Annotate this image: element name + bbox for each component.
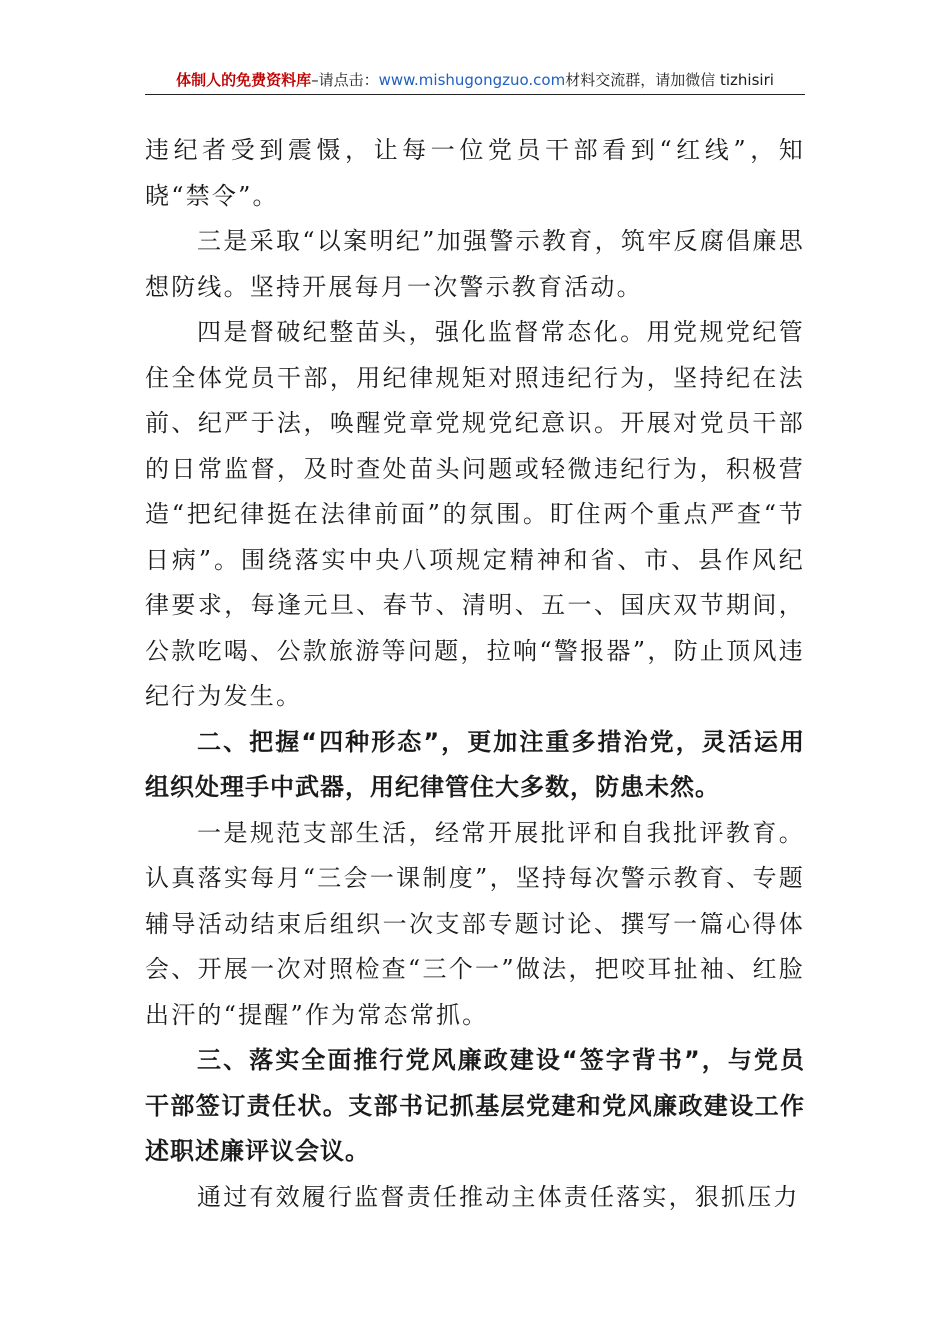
paragraph-point-one: 一是规范支部生活，经常开展批评和自我批评教育。认真落实每月“三会一课制度”，坚持每次警示教育、专题辅导活动结束后组织一次支部专题讨论、撰写一篇心得体会、开展一次对照检查“三个一”做法，把咬耳扯袖、红脸出汗的“提醒”作为常态常抓。: [145, 818, 805, 1029]
section-heading-two: 二、把握“四种形态”，更加注重多措治党，灵活运用组织处理手中武器，用纪律管住大多数，防患未然。: [145, 727, 805, 801]
document-body: [145, 128, 805, 1220]
paragraph-point-three: 三是采取“以案明纪”加强警示教育，筑牢反腐倡廉思想防线。坚持开展每月一次警示教育活动。: [145, 227, 805, 301]
section-heading-three: 三、落实全面推行党风廉政建设“签字背书”，与党员干部签订责任状。支部书记抓基层党建和党风廉政建设工作述职述廉评议会议。: [145, 1046, 805, 1165]
paragraph-final: 通过有效履行监督责任推动主体责任落实，狠抓压力: [197, 1182, 800, 1211]
header-contact: 材料交流群，请加微信 tizhisiri: [565, 71, 774, 89]
page-header: [145, 66, 805, 95]
header-url-link[interactable]: www.mishugongzuo.com: [378, 71, 566, 89]
paragraph-continuation: 违纪者受到震慑，让每一位党员干部看到“红线”，知晓“禁令”。: [145, 136, 805, 210]
paragraph-point-four: 四是督破纪整苗头，强化监督常态化。用党规党纪管住全体党员干部，用纪律规矩对照违纪行为，坚持纪在法前、纪严于法，唤醒党章党规党纪意识。开展对党员干部的日常监督，及时查处苗头问题或轻微违纪行为，积极营造“把纪律挺在法律前面”的氛围。盯住两个重点严查“节日病”。围绕落实中央八项规定精神和省、市、县作风纪律要求，每逢元旦、春节、清明、五一、国庆双节期间，公款吃喝、公款旅游等问题，拉响“警报器”，防止顶风违纪行为发生。: [145, 318, 805, 710]
header-prompt: –请点击：: [311, 71, 379, 89]
header-brand[interactable]: 体制人的免费资料库: [176, 71, 312, 89]
